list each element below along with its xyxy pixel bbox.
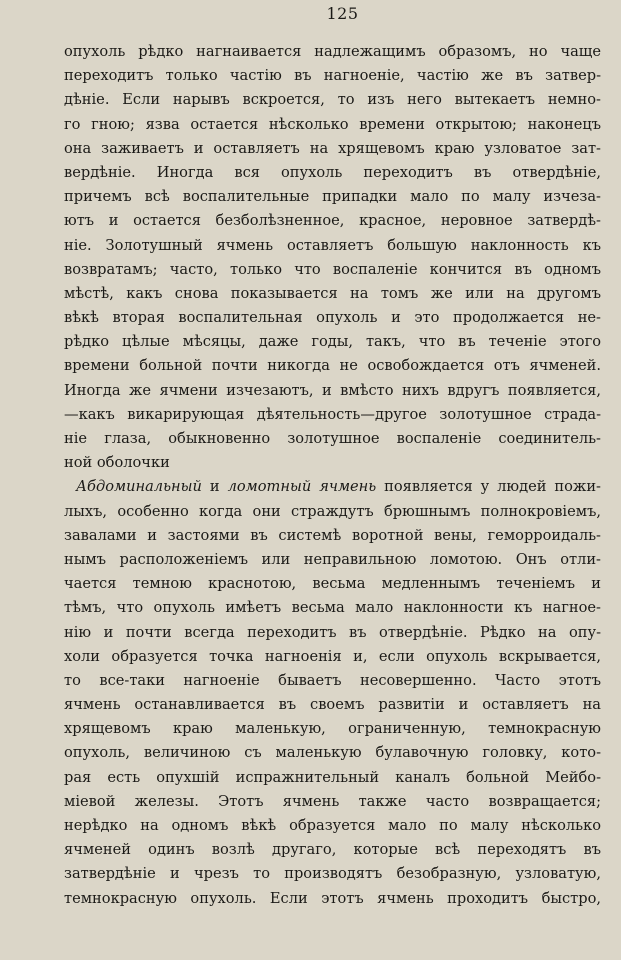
text-line: опухоль, величиною съ маленькую булавочную головку, кото- <box>64 744 601 762</box>
text-line: Иногда же ячмени изчезаютъ, и вмѣсто нихъ вдругъ появляется, <box>64 381 601 399</box>
lead-rest: появляется у людей пожи- <box>376 478 601 496</box>
text-line: мѣстѣ, какъ снова показывается на томъ же или на другомъ <box>64 284 601 302</box>
text-line: ячменей одинъ возлѣ другаго, которые всѣ переходятъ въ <box>64 841 601 859</box>
text-line: холи образуется точка нагноенія и, если опухоль вскрывается, <box>64 647 601 665</box>
text-line: лыхъ, особенно когда они страждутъ брюшнымъ полнокровіемъ, <box>64 502 601 520</box>
text-line: затвердѣніе и чрезъ то производятъ безобразную, узловатую, <box>64 865 601 883</box>
term-rheumatic-stye: ломотный ячмень <box>227 478 377 496</box>
text-line: вѣкѣ вторая воспалительная опухоль и это продолжается не- <box>64 309 601 327</box>
text-line: го гною; язва остается нѣсколько времени открытою; наконецъ <box>64 115 601 133</box>
text-line: хрящевомъ краю маленькую, ограниченную, темнокрасную <box>64 720 601 738</box>
text-line: вердѣніе. Иногда вся опухоль переходитъ въ отвердѣніе, <box>64 163 601 181</box>
text-line: тѣмъ, что опухоль имѣетъ весьма мало наклонности къ нагное- <box>64 599 601 617</box>
text-line: —какъ викарирующая дѣятельность—другое золотушное страда- <box>64 405 601 423</box>
text-line: ніе. Золотушный ячмень оставляетъ большую наклонность къ <box>64 236 601 254</box>
text-line: ніе глаза, обыкновенно золотушное воспаленіе соединитель- <box>64 430 601 447</box>
text-line: времени больной почти никогда не освобождается отъ ячменей. <box>64 357 601 375</box>
term-abdominal: Абдоминальный <box>76 478 202 496</box>
text-line: нерѣдко на одномъ вѣкѣ образуется мало по малу нѣсколько <box>64 817 601 834</box>
paragraph-2 <box>64 475 601 910</box>
text-line: переходитъ только частію въ нагноеніе, частію же въ затвер- <box>64 67 601 85</box>
text-line: дѣніе. Если нарывъ вскроется, то изъ него вытекаетъ немно- <box>64 91 601 109</box>
text-line: возвратамъ; часто, только что воспаленіе кончится въ одномъ <box>64 260 601 278</box>
text-line: чается темною краснотою, весьма медленнымъ теченіемъ и <box>64 575 601 593</box>
text-line: нымъ расположеніемъ или неправильною ломотою. Онъ отли- <box>64 550 601 568</box>
text-line: міевой железы. Этотъ ячмень также часто возвращается; <box>64 792 601 810</box>
text-line: рѣдко цѣлые мѣсяцы, даже годы, такъ, что въ теченіе этого <box>64 333 601 351</box>
paragraph-1 <box>64 40 601 475</box>
text-line: то все-таки нагноеніе бываетъ несовершенно. Часто этотъ <box>64 671 601 689</box>
lead-connector: и <box>201 478 228 496</box>
text-line: причемъ всѣ воспалительные припадки мало по малу изчеза- <box>64 188 601 206</box>
text-line: рая есть опухшій испражнительный каналъ больной Мейбо- <box>64 768 601 786</box>
text-line: завалами и застоями въ системѣ воротной вены, геморроидаль- <box>64 526 601 544</box>
text-line: нію и почти всегда переходитъ въ отвердѣніе. Рѣдко на опу- <box>64 623 601 641</box>
text-line: ютъ и остается безболѣзненное, красное, неровное затвердѣ- <box>64 212 601 230</box>
text-line: она заживаетъ и оставляетъ на хрящевомъ краю узловатое зат- <box>64 139 601 157</box>
page-number: 125 <box>326 4 359 23</box>
text-line-lead <box>64 475 601 499</box>
text-line: темнокрасную опухоль. Если этотъ ячмень проходитъ быстро, <box>64 889 601 907</box>
text-line: опухоль рѣдко нагнаивается надлежащимъ образомъ, но чаще <box>64 43 601 60</box>
text-line: ячмень останавливается въ своемъ развитіи и оставляетъ на <box>64 696 601 714</box>
text-line: ной оболочки <box>64 454 170 472</box>
